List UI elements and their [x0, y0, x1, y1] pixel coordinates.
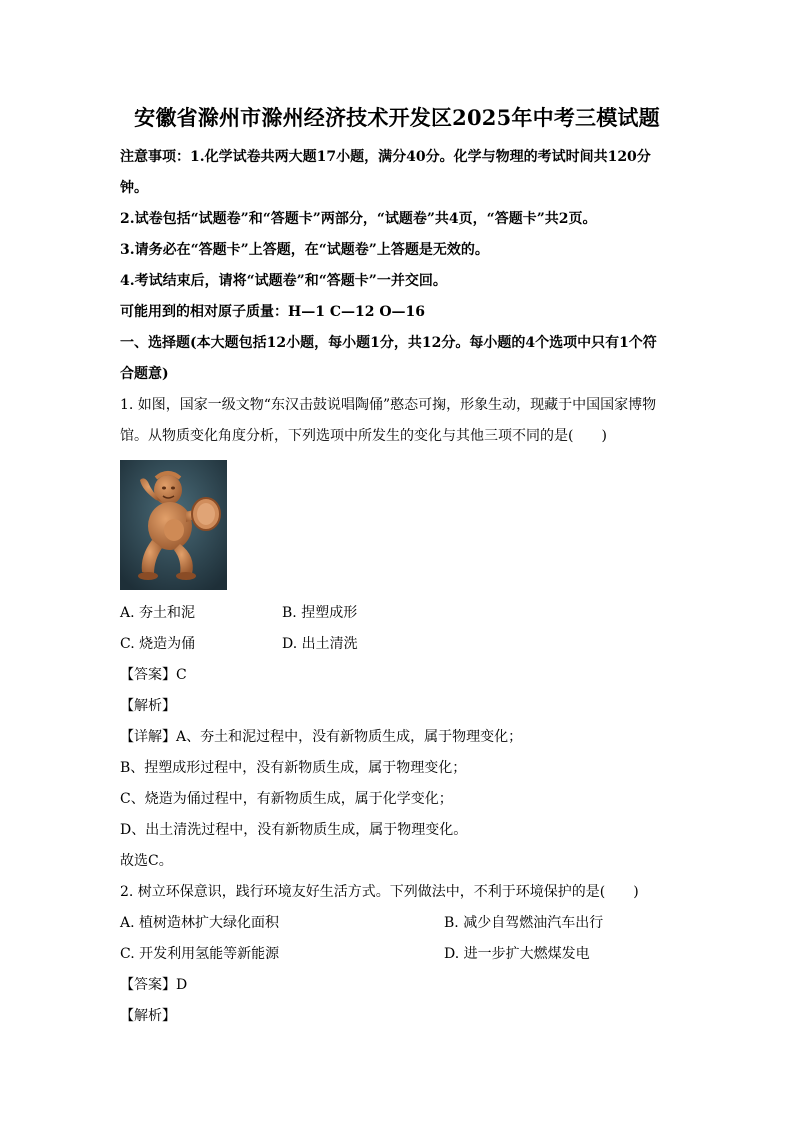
note-3: 3.请务必在“答题卡”上答题，在“试题卷”上答题是无效的。: [120, 242, 489, 258]
note-1b: 钟。: [120, 180, 148, 196]
question-1-answer: 【答案】C: [120, 667, 187, 683]
question-1-detail-1: 【详解】A、夯土和泥过程中，没有新物质生成，属于物理变化；: [120, 729, 523, 745]
page-title: 安徽省滁州市滁州经济技术开发区2025年中考三模试题: [134, 105, 660, 130]
question-2-option-c: C. 开发利用氢能等新能源: [120, 946, 280, 962]
question-2-answer: 【答案】D: [120, 977, 188, 993]
atomic-mass-line: 可能用到的相对原子质量：H—1 C—12 O—16: [120, 304, 426, 320]
question-2-options-row-1: [120, 908, 674, 939]
question-2-analysis-label: 【解析】: [120, 1008, 176, 1024]
pottery-figurine-photo: [120, 460, 227, 590]
note-1a: 注意事项：1.化学试卷共两大题17小题，满分40分。化学与物理的考试时间共120分: [120, 149, 651, 165]
question-2-option-a: A. 植树造林扩大绿化面积: [120, 915, 280, 931]
question-1-analysis-label: 【解析】: [120, 698, 176, 714]
question-1-option-b: B. 捏塑成形: [282, 605, 358, 621]
question-2-option-d: D. 进一步扩大燃煤发电: [444, 946, 590, 962]
question-2-options-row-2: [120, 939, 674, 970]
question-1-conclusion: 故选C。: [120, 853, 173, 869]
question-1-detail-4: D、出土清洗过程中，没有新物质生成，属于物理变化。: [120, 822, 468, 838]
section-heading-cont: 合题意): [120, 366, 169, 382]
question-1-stem-cont: 馆。从物质变化角度分析，下列选项中所发生的变化与其他三项不同的是( ): [120, 428, 607, 444]
section-heading: 一、选择题(本大题包括12小题，每小题1分，共12分。每小题的4个选项中只有1个符: [120, 335, 657, 351]
question-1-detail-3: C、烧造为俑过程中，有新物质生成，属于化学变化；: [120, 791, 453, 807]
question-1-option-c: C. 烧造为俑: [120, 636, 196, 652]
question-2-stem: 2. 树立环保意识，践行环境友好生活方式。下列做法中，不利于环境保护的是( ): [120, 884, 639, 900]
note-2: 2.试卷包括“试题卷”和“答题卡”两部分，“试题卷”共4页，“答题卡”共2页。: [120, 211, 597, 227]
question-1-options-row-2: [120, 629, 674, 660]
question-1-option-d: D. 出土清洗: [282, 636, 358, 652]
note-4: 4.考试结束后，请将“试题卷”和“答题卡”一并交回。: [120, 273, 447, 289]
question-2-option-b: B. 减少自驾燃油汽车出行: [444, 915, 604, 931]
question-1-option-a: A. 夯土和泥: [120, 605, 196, 621]
question-1-stem: 1. 如图，国家一级文物“东汉击鼓说唱陶俑”憨态可掬，形象生动，现藏于中国国家博物: [120, 397, 657, 413]
question-1-detail-2: B、捏塑成形过程中，没有新物质生成，属于物理变化；: [120, 760, 467, 776]
question-1-options-row-1: [120, 598, 674, 629]
